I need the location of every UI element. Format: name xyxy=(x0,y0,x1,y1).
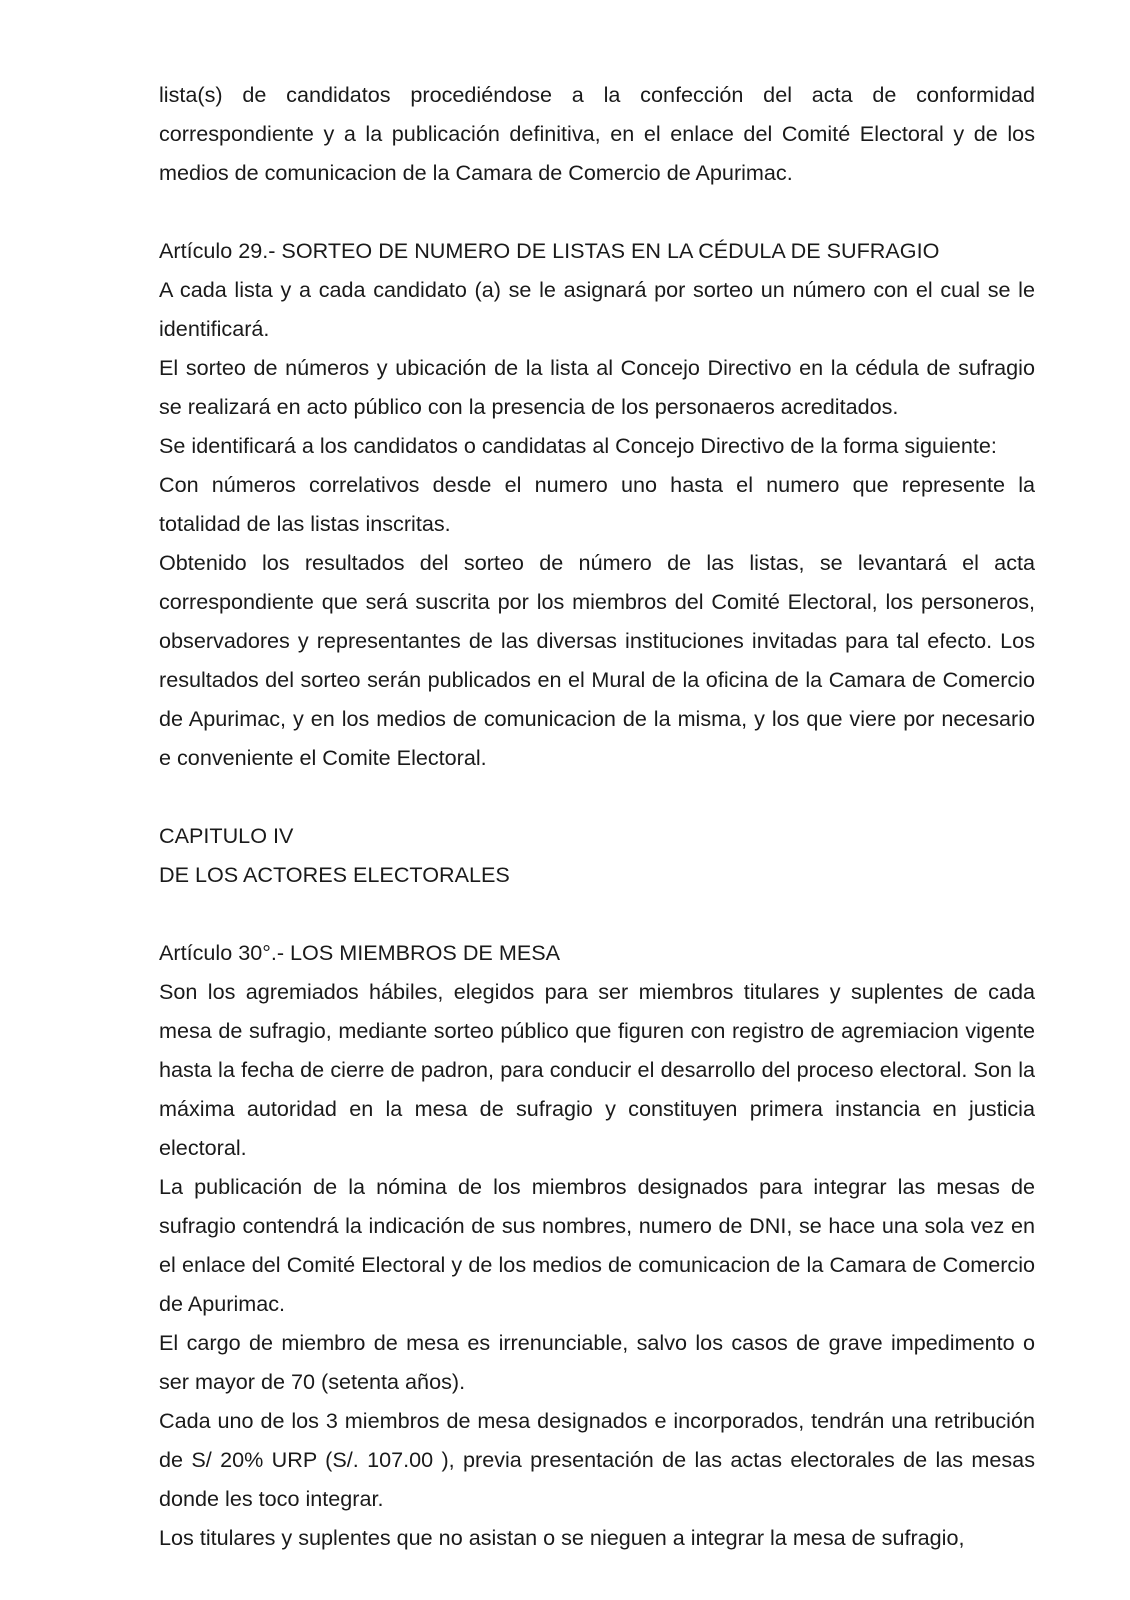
paragraph-publicacion-nomina: La publicación de la nómina de los miembros designados para integrar las mesas de sufragio contendrá la indicación de sus nombres, numero de DNI, se hace una sola vez en el enlace del Comité Electoral y de los medios de comunicacion de la Camara de Comercio de Apurimac. xyxy=(159,1174,1035,1316)
paragraph-sorteo-publico: El sorteo de números y ubicación de la lista al Concejo Directivo en la cédula de sufragio se realizará en acto público con la presencia de los personaeros acreditados. xyxy=(159,355,1035,419)
spacer xyxy=(159,894,1035,933)
document-body xyxy=(159,75,1035,1557)
spacer xyxy=(159,777,1035,816)
chapter-title: DE LOS ACTORES ELECTORALES xyxy=(159,862,510,887)
paragraph-numeros-correlativos: Con números correlativos desde el numero uno hasta el numero que represente la totalidad de las listas inscritas. xyxy=(159,472,1035,536)
article-29-heading: Artículo 29.- SORTEO DE NUMERO DE LISTAS EN LA CÉDULA DE SUFRAGIO xyxy=(159,238,940,263)
paragraph-publicacion-definitiva: lista(s) de candidatos procediéndose a la confección del acta de conformidad correspondiente y a la publicación definitiva, en el enlace del Comité Electoral y de los medios de comunicacion de la Camara de Comercio de Apurimac. xyxy=(159,82,1035,185)
chapter-heading: CAPITULO IV xyxy=(159,823,294,848)
article-30-heading: Artículo 30°.- LOS MIEMBROS DE MESA xyxy=(159,940,561,965)
paragraph-cargo-irrenunciable: El cargo de miembro de mesa es irrenunciable, salvo los casos de grave impedimento o ser mayor de 70 (setenta años). xyxy=(159,1330,1035,1394)
paragraph-asignacion-numero: A cada lista y a cada candidato (a) se le asignará por sorteo un número con el cual se le identificará. xyxy=(159,277,1035,341)
paragraph-inasistencia: Los titulares y suplentes que no asistan o se nieguen a integrar la mesa de sufragio, xyxy=(159,1525,965,1550)
spacer xyxy=(159,192,1035,231)
paragraph-resultados-sorteo: Obtenido los resultados del sorteo de número de las listas, se levantará el acta correspondiente que será suscrita por los miembros del Comité Electoral, los personeros, observadores y representantes de las diversas instituciones invitadas para tal efecto. Los resultados del sorteo serán publicados en el Mural de la oficina de la Camara de Comercio de Apurimac, y en los medios de comunicacion de la misma, y los que viere por necesario e conveniente el Comite Electoral. xyxy=(159,550,1035,770)
paragraph-retribucion: Cada uno de los 3 miembros de mesa designados e incorporados, tendrán una retribución de S/ 20% URP (S/. 107.00 ), previa presentación de las actas electorales de las mesas donde les toco integrar. xyxy=(159,1408,1035,1511)
paragraph-miembros-mesa: Son los agremiados hábiles, elegidos para ser miembros titulares y suplentes de cada mesa de sufragio, mediante sorteo público que figuren con registro de agremiacion vigente hasta la fecha de cierre de padron, para conducir el desarrollo del proceso electoral. Son la máxima autoridad en la mesa de sufragio y constituyen primera instancia en justicia electoral. xyxy=(159,979,1035,1160)
paragraph-identificacion-candidatos: Se identificará a los candidatos o candidatas al Concejo Directivo de la forma siguiente: xyxy=(159,433,997,458)
